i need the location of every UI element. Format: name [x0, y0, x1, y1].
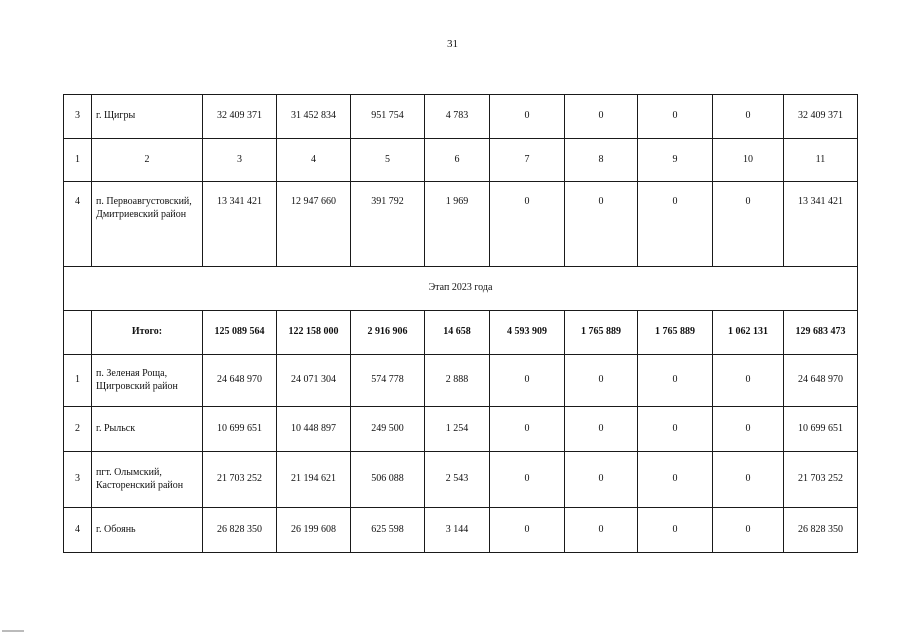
column-number: 6 — [425, 139, 490, 182]
cell-value: 249 500 — [351, 407, 425, 452]
column-number: 8 — [565, 139, 638, 182]
settlement-name: п. Первоавгустовский, Дмитриевский район — [92, 182, 203, 267]
row-number: 2 — [64, 407, 92, 452]
cell-value: 21 194 621 — [277, 452, 351, 508]
cell-value: 24 071 304 — [277, 355, 351, 407]
total-value: 2 916 906 — [351, 311, 425, 355]
cell-value: 10 448 897 — [277, 407, 351, 452]
column-number: 1 — [64, 139, 92, 182]
cell-value: 4 783 — [425, 95, 490, 139]
row-number: 4 — [64, 182, 92, 267]
cell-value: 0 — [638, 355, 713, 407]
cell-value: 26 199 608 — [277, 508, 351, 553]
total-row — [64, 311, 858, 355]
cell-value: 0 — [713, 407, 784, 452]
total-value: 122 158 000 — [277, 311, 351, 355]
cell-value: 951 754 — [351, 95, 425, 139]
row-number: 4 — [64, 508, 92, 553]
table-row — [64, 407, 858, 452]
cell-value: 13 341 421 — [784, 182, 858, 267]
cell-value: 10 699 651 — [203, 407, 277, 452]
cell-value: 2 888 — [425, 355, 490, 407]
cell-value: 32 409 371 — [203, 95, 277, 139]
cell-value: 0 — [490, 182, 565, 267]
cell-value: 1 254 — [425, 407, 490, 452]
cell-value: 24 648 970 — [203, 355, 277, 407]
settlement-name: г. Обоянь — [92, 508, 203, 553]
total-value: 1 765 889 — [638, 311, 713, 355]
scan-artifact — [2, 630, 24, 632]
cell-value: 0 — [638, 407, 713, 452]
cell-value: 2 543 — [425, 452, 490, 508]
column-number: 4 — [277, 139, 351, 182]
cell-value: 0 — [713, 452, 784, 508]
cell-value: 0 — [638, 95, 713, 139]
cell-value: 0 — [713, 355, 784, 407]
total-value: 1 062 131 — [713, 311, 784, 355]
column-number: 10 — [713, 139, 784, 182]
settlement-name: г. Рыльск — [92, 407, 203, 452]
cell-value: 0 — [565, 452, 638, 508]
cell-value: 0 — [490, 452, 565, 508]
cell-value: 574 778 — [351, 355, 425, 407]
cell-value: 0 — [490, 95, 565, 139]
stage-row — [64, 267, 858, 311]
cell-value: 0 — [490, 355, 565, 407]
row-number — [64, 311, 92, 355]
column-number: 9 — [638, 139, 713, 182]
cell-value: 0 — [638, 452, 713, 508]
stage-title: Этап 2023 года — [64, 267, 858, 311]
cell-value: 391 792 — [351, 182, 425, 267]
funding-table — [63, 94, 858, 553]
table-row — [64, 452, 858, 508]
cell-value: 21 703 252 — [203, 452, 277, 508]
column-number: 5 — [351, 139, 425, 182]
cell-value: 26 828 350 — [784, 508, 858, 553]
column-number: 7 — [490, 139, 565, 182]
table-row — [64, 182, 858, 267]
settlement-name: г. Щигры — [92, 95, 203, 139]
cell-value: 0 — [713, 508, 784, 553]
row-number: 3 — [64, 95, 92, 139]
cell-value: 0 — [713, 95, 784, 139]
cell-value: 24 648 970 — [784, 355, 858, 407]
cell-value: 0 — [565, 407, 638, 452]
cell-value: 0 — [638, 182, 713, 267]
total-label: Итого: — [92, 311, 203, 355]
cell-value: 1 969 — [425, 182, 490, 267]
cell-value: 12 947 660 — [277, 182, 351, 267]
row-number: 1 — [64, 355, 92, 407]
cell-value: 0 — [565, 508, 638, 553]
cell-value: 0 — [713, 182, 784, 267]
row-number: 3 — [64, 452, 92, 508]
column-number: 3 — [203, 139, 277, 182]
cell-value: 0 — [490, 407, 565, 452]
cell-value: 506 088 — [351, 452, 425, 508]
table-row — [64, 508, 858, 553]
column-number: 2 — [92, 139, 203, 182]
cell-value: 32 409 371 — [784, 95, 858, 139]
column-number: 11 — [784, 139, 858, 182]
table-row — [64, 355, 858, 407]
cell-value: 13 341 421 — [203, 182, 277, 267]
cell-value: 26 828 350 — [203, 508, 277, 553]
cell-value: 0 — [565, 95, 638, 139]
cell-value: 10 699 651 — [784, 407, 858, 452]
total-value: 1 765 889 — [565, 311, 638, 355]
settlement-name: пгт. Олымский, Касторенский район — [92, 452, 203, 508]
cell-value: 0 — [490, 508, 565, 553]
total-value: 129 683 473 — [784, 311, 858, 355]
table-row — [64, 95, 858, 139]
total-value: 4 593 909 — [490, 311, 565, 355]
cell-value: 3 144 — [425, 508, 490, 553]
cell-value: 625 598 — [351, 508, 425, 553]
settlement-name: п. Зеленая Роща, Щигровский район — [92, 355, 203, 407]
page-number: 31 — [447, 38, 458, 50]
total-value: 14 658 — [425, 311, 490, 355]
cell-value: 0 — [565, 182, 638, 267]
total-value: 125 089 564 — [203, 311, 277, 355]
cell-value: 21 703 252 — [784, 452, 858, 508]
column-number-row — [64, 139, 858, 182]
cell-value: 31 452 834 — [277, 95, 351, 139]
cell-value: 0 — [565, 355, 638, 407]
cell-value: 0 — [638, 508, 713, 553]
